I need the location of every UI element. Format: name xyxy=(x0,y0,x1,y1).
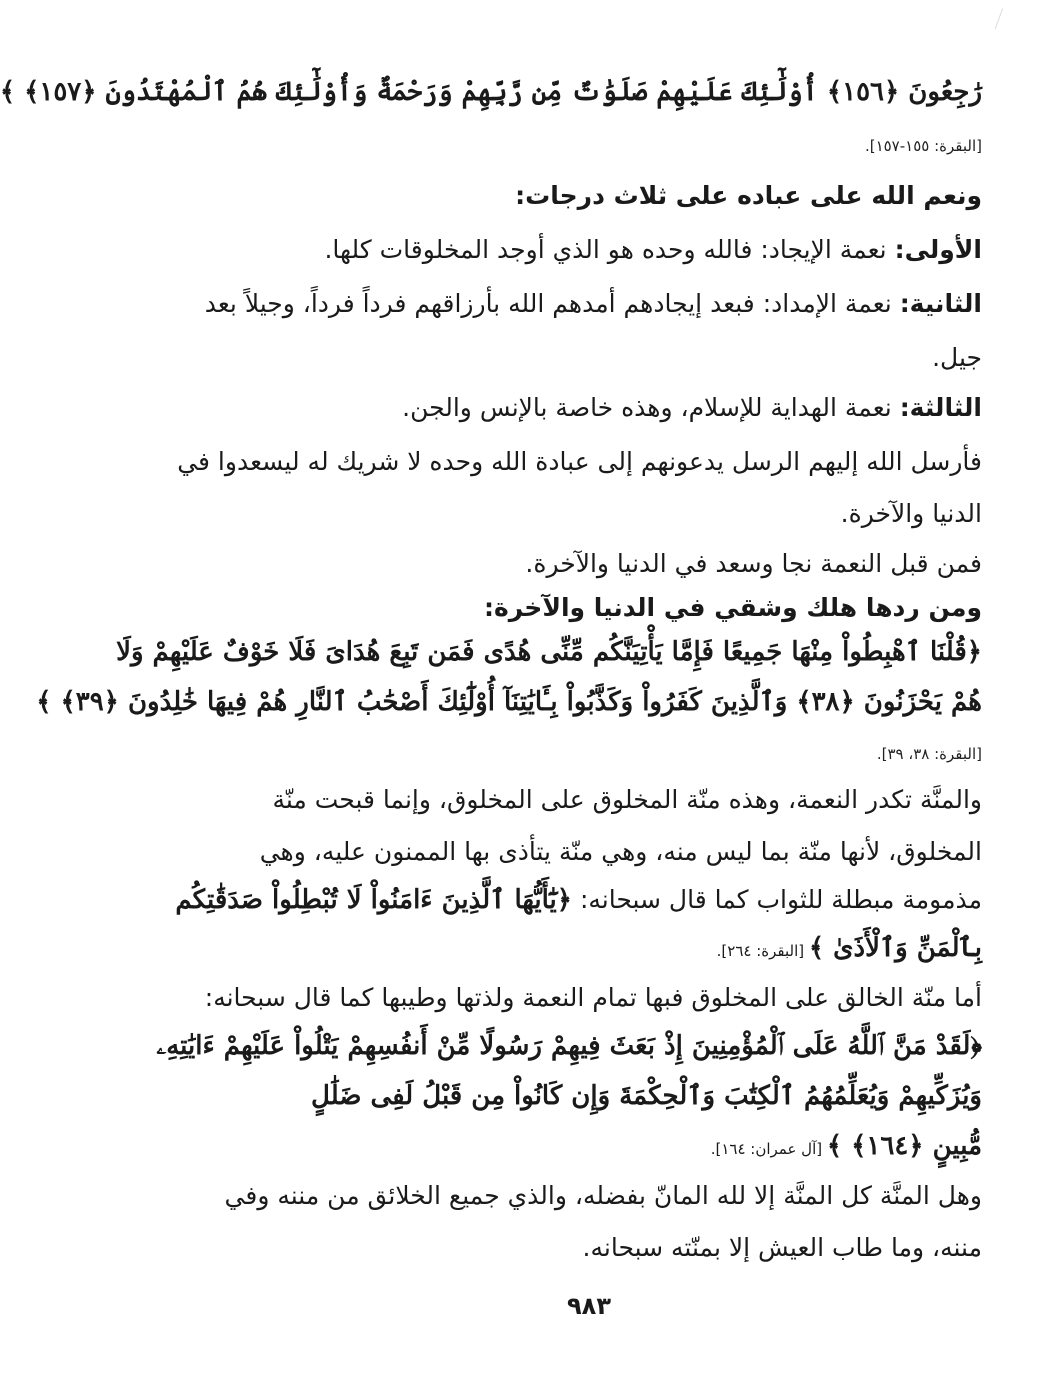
paragraph-line xyxy=(210,492,982,536)
verse-reference xyxy=(210,742,982,766)
paragraph-line xyxy=(210,386,982,430)
paragraph-line xyxy=(204,976,982,1020)
quran-inline-text: مُّبِينٍ ﴿١٦٤﴾ ﴾ xyxy=(826,1131,982,1161)
reference-text: [البقرة: ٢٦٤]. xyxy=(716,942,809,960)
paragraph-text: مننه، وما طاب العيش إلا بمنّته سبحانه. xyxy=(582,1233,982,1262)
quran-verse-text: وَيُزَكِّيهِمْ وَيُعَلِّمُهُمُ ٱلْكِتَٰبَ وَٱلْحِكْمَةَ وَإِن كَانُواْ مِن قَبْلُ لَفِى ضَلَٰلٍ xyxy=(311,1081,982,1111)
quran-verse-line xyxy=(156,1024,982,1068)
item-text: نعمة الإيجاد: فالله وحده هو الذي أوجد المخلوقات كلها. xyxy=(324,235,895,264)
paragraph-text: فأرسل الله إليهم الرسل يدعونهم إلى عبادة الله وحده لا شريك له ليسعدوا في xyxy=(177,447,982,476)
paragraph-line xyxy=(210,1124,982,1168)
paragraph-line xyxy=(204,282,982,326)
section-heading xyxy=(210,586,982,630)
quran-verse-line xyxy=(36,680,982,724)
paragraph-text: والمنَّة تكدر النعمة، وهذه منّة المخلوق على المخلوق، وإنما قبحت منّة xyxy=(272,785,982,814)
item-text: نعمة الهداية للإسلام، وهذه خاصة بالإنس والجن. xyxy=(402,393,900,422)
paragraph-text: أما منّة الخالق على المخلوق فبها تمام النعمة ولذتها وطيبها كما قال سبحانه: xyxy=(204,983,982,1012)
paragraph-line xyxy=(210,1174,982,1218)
quran-verse-text: ﴿قُلْنَا ٱهْبِطُواْ مِنْهَا جَمِيعًا فَإِمَّا يَأْتِيَنَّكُم مِّنِّى هُدًى فَمَن تَبِعَ هُدَاىَ فَلَا خَوْفٌ عَلَيْهِمْ وَلَا xyxy=(116,637,982,667)
heading-text: ومن ردها هلك وشقي في الدنيا والآخرة: xyxy=(484,593,982,622)
paragraph-text: وهل المنَّة كل المنَّة إلا لله المانّ بفضله، والذي جميع الخلائق من مننه وفي xyxy=(224,1181,982,1210)
page-number: ٩٨٣ xyxy=(567,1292,611,1320)
quran-verse-text: رَٰجِعُونَ ﴿١٥٦﴾ أُوْلَٰٓئِكَ عَلَيْهِمْ صَلَوَٰتٌ مِّن رَّبِّهِمْ وَرَحْمَةٌ وَأُوْلَٰٓئِكَ هُمُ ٱلْمُهْتَدُونَ ﴿١٥٧﴾ ﴾ xyxy=(0,77,982,107)
verse-reference xyxy=(210,134,982,158)
paragraph-line xyxy=(175,878,982,922)
paragraph-line xyxy=(210,778,982,822)
quran-verse-line xyxy=(116,630,982,674)
paragraph-line xyxy=(210,830,982,874)
paragraph-line xyxy=(210,926,982,970)
scan-mark xyxy=(995,8,1017,34)
quran-verse-text: ﴿لَقَدْ مَنَّ ٱللَّهُ عَلَى ٱلْمُؤْمِنِينَ إِذْ بَعَثَ فِيهِمْ رَسُولًا مِّنْ أَنفُسِهِمْ يَتْلُواْ عَلَيْهِمْ ءَايَٰتِهِۦ xyxy=(156,1031,982,1061)
paragraph-line xyxy=(177,440,982,484)
paragraph-line xyxy=(210,336,982,380)
paragraph-line xyxy=(210,228,982,272)
paragraph-text: المخلوق، لأنها منّة بما ليس منه، وهي منّة يتأذى بها الممنون عليه، وهي xyxy=(259,837,982,866)
quran-verse-text: هُمْ يَحْزَنُونَ ﴿٣٨﴾ وَٱلَّذِينَ كَفَرُواْ وَكَذَّبُواْ بِـَٔايَٰتِنَآ أُوْلَٰٓئِكَ أَصْحَٰبُ ٱلنَّارِ هُمْ فِيهَا خَٰلِدُونَ ﴿٣٩﴾ ﴾ xyxy=(36,687,982,717)
reference-text: [آل عمران: ١٦٤]. xyxy=(710,1140,827,1158)
item-label: الثالثة: xyxy=(899,393,982,422)
item-label: الثانية: xyxy=(899,289,982,318)
quran-verse-line xyxy=(0,70,982,114)
paragraph-line xyxy=(210,1226,982,1270)
paragraph-line xyxy=(210,542,982,586)
heading-text: ونعم الله على عباده على ثلاث درجات: xyxy=(515,181,982,210)
paragraph-text: جيل. xyxy=(932,343,982,372)
item-text: نعمة الإمداد: فبعد إيجادهم أمدهم الله بأرزاقهم فرداً فرداً، وجيلاً بعد xyxy=(204,289,900,318)
quran-inline-text: بِٱلْمَنِّ وَٱلْأَذَىٰ ﴾ xyxy=(808,933,982,963)
reference-text: [البقرة: ٣٨، ٣٩]. xyxy=(876,745,982,763)
paragraph-text: الدنيا والآخرة. xyxy=(840,499,982,528)
paragraph-text: مذمومة مبطلة للثواب كما قال سبحانه: xyxy=(572,885,982,914)
item-label: الأولى: xyxy=(894,235,982,264)
quran-inline-text: ﴿يَٰٓأَيُّهَا ٱلَّذِينَ ءَامَنُواْ لَا تُبْطِلُواْ صَدَقَٰتِكُم xyxy=(175,885,572,915)
reference-text: [البقرة: ١٥٥-١٥٧]. xyxy=(864,137,982,155)
section-heading xyxy=(210,174,982,218)
paragraph-text: فمن قبل النعمة نجا وسعد في الدنيا والآخرة. xyxy=(525,549,982,578)
quran-verse-line xyxy=(210,1074,982,1118)
